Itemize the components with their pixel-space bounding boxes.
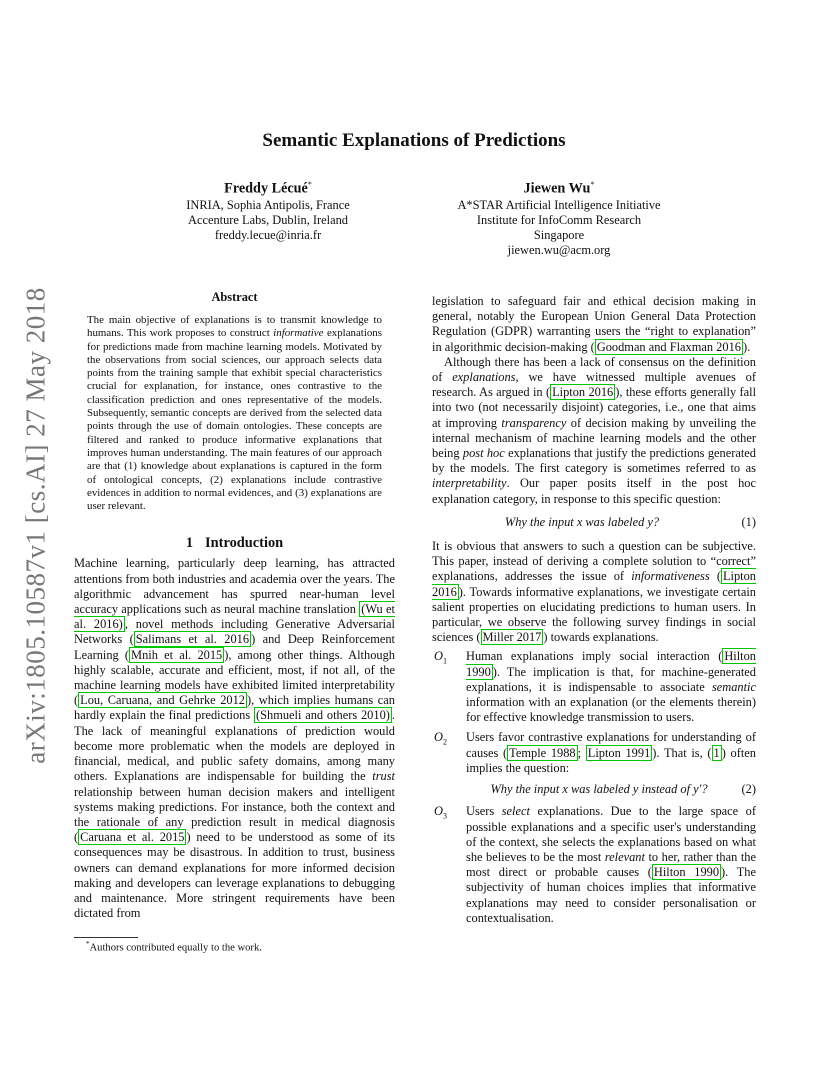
- right-column: [432, 294, 756, 931]
- citation-link[interactable]: (Shmueli and others 2010): [256, 708, 390, 723]
- citation-link[interactable]: Lipton 2016: [552, 385, 614, 400]
- arxiv-identifier-stamp: [14, 286, 58, 764]
- arxiv-stamp-text: arXiv:1805.10587v1 [cs.AI] 27 May 2018: [20, 286, 51, 764]
- citation-link[interactable]: Salimans et al. 2016: [135, 632, 250, 647]
- footnote-rule: [74, 937, 138, 938]
- citation-link[interactable]: Mnih et al. 2015: [131, 647, 223, 662]
- equation-text: Why the input x was labeled y?: [504, 514, 660, 529]
- author-email: freddy.lecue@inria.fr: [214, 227, 322, 242]
- author-name: Freddy Lécué*: [224, 180, 312, 197]
- citation-link[interactable]: Hilton 1990: [653, 865, 720, 880]
- author-block-1: [163, 176, 373, 243]
- observation-item: [432, 649, 756, 725]
- author-email: jiewen.wu@acm.org: [507, 242, 611, 257]
- observation-label: $O_2$: [434, 730, 447, 747]
- equation-2: [466, 782, 756, 797]
- equation-1: [432, 515, 756, 530]
- citation-link[interactable]: Lipton 2016: [432, 569, 756, 599]
- body-paragraph: Although there has been a lack of consensus on the definition of explanations, we have witnessed multiple avenues of research. As argued in ( Lipton 2016 ), these efforts generally fall into two (not necessarily disjoint) categories, i.e., one that aims at improving transparency of decision making by unveiling the internal mechanism of machine learning models and the other being post hoc explanations that justify the predictions generated by the models. The first category is sometimes referred to as interpretability. Our paper posits itself in the post hoc explanation category, in response to this specific question:: [432, 354, 757, 506]
- citation-link[interactable]: Goodman and Flaxman 2016: [596, 339, 741, 354]
- author-affiliation: INRIA, Sophia Antipolis, France: [186, 197, 350, 212]
- observation-item: [432, 730, 756, 799]
- author-affiliation: Institute for InfoComm Research: [476, 212, 642, 227]
- body-paragraph: legislation to safeguard fair and ethical decision making in general, notably the European Union General Data Protection Regulation (GDPR) warranting users the “right to explanation” in algorithmic decision-making ( Goodman and Flaxman 2016 ).: [432, 294, 756, 354]
- abstract-heading: Abstract: [211, 290, 258, 304]
- observation-text: Human explanations imply social interaction ( Hilton 1990 ). The implication is that, for machine-generated explanations, it is indispensable to associate semantic information with an explanation (or the elements therein) for effective knowledge transmission to users.: [466, 649, 756, 725]
- equation-number: (2): [741, 782, 756, 797]
- introduction-paragraph: Machine learning, particularly deep learning, has attracted attentions from both industries and academia over the years. The algorithmic advancement has spurred near-human level accuracy applications such as neural machine translation (Wu et al. 2016) , novel methods including Generative Adversarial Networks ( Salimans et al. 2016 ) and Deep Reinforcement Learning ( Mnih et al. 2015 ), among other things. Although highly scalable, accurate and efficient, most, if not all, of the machine learning models have exhibited limited interpretability ( Lou, Caruana, and Gehrke 2012 ), which implies humans can hardly explain the final predictions (Shmueli and others 2010) . The lack of meaningful explanations of prediction would become more problematic when the models are deployed in financial, medical, and public safety domains, among many others. Explanations are indispensable for building the trust relationship between human decision makers and intelligent systems making predictions. For instance, both the context and the rationale of any prediction result in medical diagnosis ( Caruana et al. 2015 ) need to be understood as some of its consequences may be disastrous. In addition to trust, business owners can demand explanations for more informed decision making and developers can leverage explanations to debugging and maintenance. More stringent requirements have been dictated from: [74, 556, 396, 921]
- section-heading-introduction: 1 Introduction: [185, 535, 284, 552]
- body-paragraph: It is obvious that answers to such a question can be subjective. This paper, instead of deriving a complete solution to “correct” explanations, addresses the issue of informativeness ( Lipton 2016 ). Towards informative explanations, we investigate certain salient properties on elucidating predictions to human users. In particular, we observe the following survey findings in social sciences ( Miller 2017 ) towards explanations.: [432, 539, 756, 645]
- citation-link[interactable]: (Wu et al. 2016): [74, 602, 395, 632]
- equation-number: (1): [741, 514, 756, 529]
- observation-label: $O_3$: [434, 804, 447, 821]
- observation-label: $O_1$: [434, 649, 447, 666]
- citation-link[interactable]: Lou, Caruana, and Gehrke 2012: [80, 693, 245, 708]
- author-affiliation: Singapore: [533, 227, 585, 242]
- author-affiliation: Accenture Labs, Dublin, Ireland: [188, 212, 348, 227]
- left-column: [74, 290, 395, 921]
- citation-link[interactable]: Caruana et al. 2015: [80, 830, 185, 845]
- equation-reference-link[interactable]: 1: [713, 745, 720, 760]
- citation-link[interactable]: Hilton 1990: [466, 649, 756, 679]
- equation-text: Why the input x was labeled y instead of y′?: [490, 782, 708, 797]
- abstract-text: The main objective of explanations is to transmit knowledge to humans. This work proposes to construct informative explanations for predictions made from machine learning models. Motivated by the observations from social sciences, our approach selects data points from the training sample that exhibit special characteristics crucial for explanation, for instance, ones contrastive to the classification prediction and ones representative of the models. Subsequently, semantic concepts are derived from the selected data points through the use of domain ontologies. These concepts are filtered and ranked to produce informative explanations that improves human understanding. The main features of our approach are that (1) knowledge about explanations is captured in the form of ontological concepts, (2) explanations include contrastive evidences in addition to normal evidences, and (3) explanations are user relevant.: [87, 314, 382, 513]
- author-affiliation: A*STAR Artificial Intelligence Initiative: [457, 197, 661, 212]
- paper-title: Semantic Explanations of Predictions: [262, 130, 566, 151]
- citation-link[interactable]: Miller 2017: [482, 630, 542, 645]
- observation-text: Users select explanations. Due to the large space of possible explanations and a specific user's understanding of the context, she selects the explanations based on what she believes to be the most relevant to her, rather than the most direct or probable causes ( Hilton 1990 ). The subjectivity of human choices implies that informative explanations may need to consider personalisation or contextualisation.: [466, 804, 756, 925]
- author-block-2: [434, 176, 684, 258]
- observation-item: [432, 804, 756, 926]
- observation-text: Users favor contrastive explanations for understanding of causes ( Temple 1988 ; Lipton 1991 ). That is, ( 1 ) often implies the question: Why the input x was labeled y instead of y′? (2): [466, 730, 757, 797]
- citation-link[interactable]: Lipton 1991: [587, 745, 651, 760]
- citation-link[interactable]: Temple 1988: [509, 745, 576, 760]
- author-name: Jiewen Wu*: [523, 180, 595, 197]
- footnote: *Authors contributed equally to the work.: [86, 940, 262, 954]
